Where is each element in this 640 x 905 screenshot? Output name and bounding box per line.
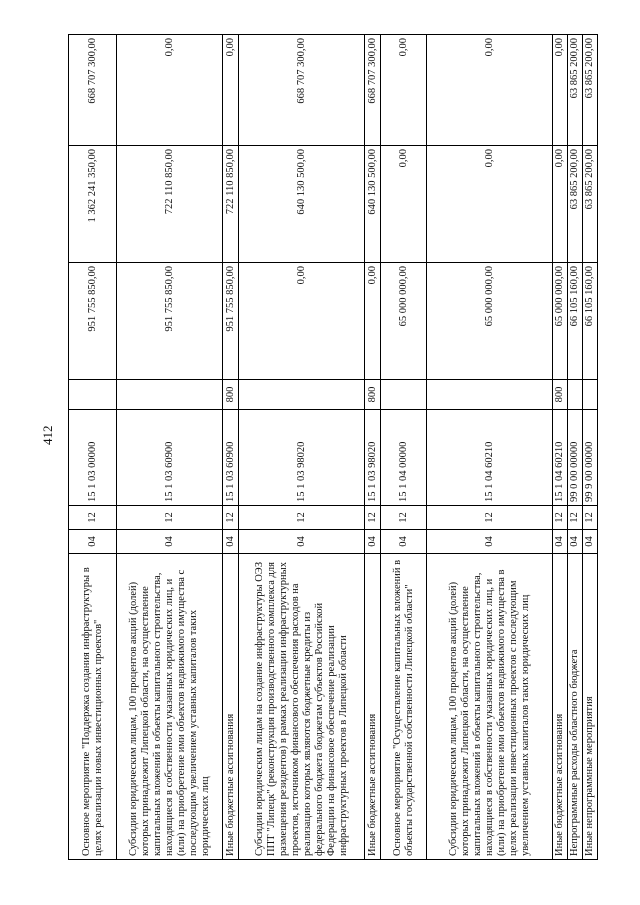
- row-amount-2: 722 110 850,00: [117, 146, 223, 263]
- row-ministry: 04: [583, 530, 598, 554]
- row-ministry: 04: [69, 530, 117, 554]
- row-amount-1: 0,00: [239, 263, 365, 380]
- table-row: [583, 35, 598, 860]
- row-ministry: 04: [117, 530, 223, 554]
- row-amount-1: 66 105 160,00: [568, 263, 583, 380]
- row-ministry: 04: [568, 530, 583, 554]
- row-ministry: 04: [553, 530, 568, 554]
- row-amount-3: 63 865 200,00: [583, 35, 598, 146]
- row-ministry: 04: [427, 530, 553, 554]
- row-section: 12: [223, 506, 239, 530]
- row-section: 12: [583, 506, 598, 530]
- row-amount-1: 951 755 850,00: [223, 263, 239, 380]
- row-expense-type: [381, 380, 427, 410]
- table-row: [427, 35, 553, 860]
- row-target-article: 15 1 03 98020: [365, 410, 381, 506]
- row-amount-3: 0,00: [223, 35, 239, 146]
- row-name: Непрограммные расходы областного бюджета: [568, 554, 583, 860]
- page-number: 412: [40, 425, 55, 445]
- row-amount-3: 668 707 300,00: [239, 35, 365, 146]
- row-name: Иные непрограммные мероприятия: [583, 554, 598, 860]
- row-section: 12: [239, 506, 365, 530]
- row-name: Иные бюджетные ассигнования: [553, 554, 568, 860]
- row-name: Иные бюджетные ассигнования: [223, 554, 239, 860]
- table-row: [117, 35, 223, 860]
- row-amount-3: 0,00: [553, 35, 568, 146]
- row-target-article: 99 0 00 00000: [568, 410, 583, 506]
- table-body: [69, 35, 598, 860]
- row-section: 12: [117, 506, 223, 530]
- row-amount-2: 0,00: [427, 146, 553, 263]
- row-amount-2: 722 110 850,00: [223, 146, 239, 263]
- row-ministry: 04: [381, 530, 427, 554]
- row-name: Основное мероприятие "Поддержка создания инфраструктуры в целях реализации новых инвестиционных проектов": [69, 554, 117, 860]
- row-amount-2: 63 865 200,00: [568, 146, 583, 263]
- row-amount-1: 65 000 000,00: [427, 263, 553, 380]
- row-expense-type: [69, 380, 117, 410]
- row-amount-3: 0,00: [381, 35, 427, 146]
- row-expense-type: [583, 380, 598, 410]
- table-row: [381, 35, 427, 860]
- row-expense-type: 800: [223, 380, 239, 410]
- row-amount-3: 668 707 300,00: [365, 35, 381, 146]
- table-row: [239, 35, 365, 860]
- row-amount-3: 668 707 300,00: [69, 35, 117, 146]
- row-section: 12: [69, 506, 117, 530]
- row-amount-3: 0,00: [117, 35, 223, 146]
- row-section: 12: [365, 506, 381, 530]
- row-amount-1: 66 105 160,00: [583, 263, 598, 380]
- row-expense-type: 800: [553, 380, 568, 410]
- row-name: Иные бюджетные ассигнования: [365, 554, 381, 860]
- table-row: [365, 35, 381, 860]
- row-expense-type: [427, 380, 553, 410]
- row-name: Основное мероприятие "Осуществление капитальных вложений в объекты государственной собственности Липецкой области": [381, 554, 427, 860]
- row-section: 12: [553, 506, 568, 530]
- row-amount-2: 640 130 500,00: [239, 146, 365, 263]
- row-target-article: 15 1 03 98020: [239, 410, 365, 506]
- rotated-table-wrapper: [68, 35, 598, 860]
- row-amount-1: 65 000 000,00: [553, 263, 568, 380]
- row-target-article: 15 1 03 60900: [117, 410, 223, 506]
- row-ministry: 04: [223, 530, 239, 554]
- row-section: 12: [568, 506, 583, 530]
- row-amount-2: 640 130 500,00: [365, 146, 381, 263]
- row-amount-1: 951 755 850,00: [117, 263, 223, 380]
- row-section: 12: [427, 506, 553, 530]
- row-ministry: 04: [239, 530, 365, 554]
- row-amount-2: 0,00: [553, 146, 568, 263]
- row-target-article: 99 9 00 00000: [583, 410, 598, 506]
- row-target-article: 15 1 03 60900: [223, 410, 239, 506]
- row-name: Субсидии юридическим лицам, 100 процентов акций (долей) которых принадлежит Липецкой области, на осуществление капитальных вложений в объекты капитального строительства, находящиеся в собственности указанных юридических лиц, и (или) на приобретение ими объектов недвижимого имущества с последующим увеличением уставных капиталов таких юридических лиц: [117, 554, 223, 860]
- table-row: [69, 35, 117, 860]
- row-amount-2: 63 865 200,00: [583, 146, 598, 263]
- table-row: [568, 35, 583, 860]
- budget-table: [68, 34, 598, 860]
- row-expense-type: [239, 380, 365, 410]
- row-amount-2: 1 362 241 350,00: [69, 146, 117, 263]
- row-target-article: 15 1 04 60210: [553, 410, 568, 506]
- row-amount-1: 65 000 000,00: [381, 263, 427, 380]
- row-amount-3: 63 865 200,00: [568, 35, 583, 146]
- row-amount-1: 0,00: [365, 263, 381, 380]
- row-ministry: 04: [365, 530, 381, 554]
- row-expense-type: [568, 380, 583, 410]
- row-target-article: 15 1 04 60210: [427, 410, 553, 506]
- row-section: 12: [381, 506, 427, 530]
- row-expense-type: 800: [365, 380, 381, 410]
- row-name: Субсидии юридическим лицам на создание инфраструктуры ОЭЗ ППТ "Липецк" (реконструкция производственного комплекса для размещения резидентов) в рамках реализации инфраструктурных проектов, источником финансового обеспечения расходов на реализацию которых являются бюджетные кредиты из федерального бюджета бюджетам субъектов Российской Федерации на финансовое обеспечение реализации инфраструктурных проектов в Липецкой области: [239, 554, 365, 860]
- row-expense-type: [117, 380, 223, 410]
- table-row: [553, 35, 568, 860]
- row-target-article: 15 1 03 00000: [69, 410, 117, 506]
- row-amount-1: 951 755 850,00: [69, 263, 117, 380]
- row-amount-2: 0,00: [381, 146, 427, 263]
- row-target-article: 15 1 04 00000: [381, 410, 427, 506]
- row-amount-3: 0,00: [427, 35, 553, 146]
- row-name: Субсидии юридическим лицам, 100 процентов акций (долей) которых принадлежит Липецкой области, на осуществление капитальных вложений в объекты капитального строительства, находящиеся в собственности указанных юридических лиц, и (или) на приобретение ими объектов недвижимого имущества в целях реализации инвестиционных проектов с последующим увеличением уставных капиталов таких юридических лиц: [427, 554, 553, 860]
- table-row: [223, 35, 239, 860]
